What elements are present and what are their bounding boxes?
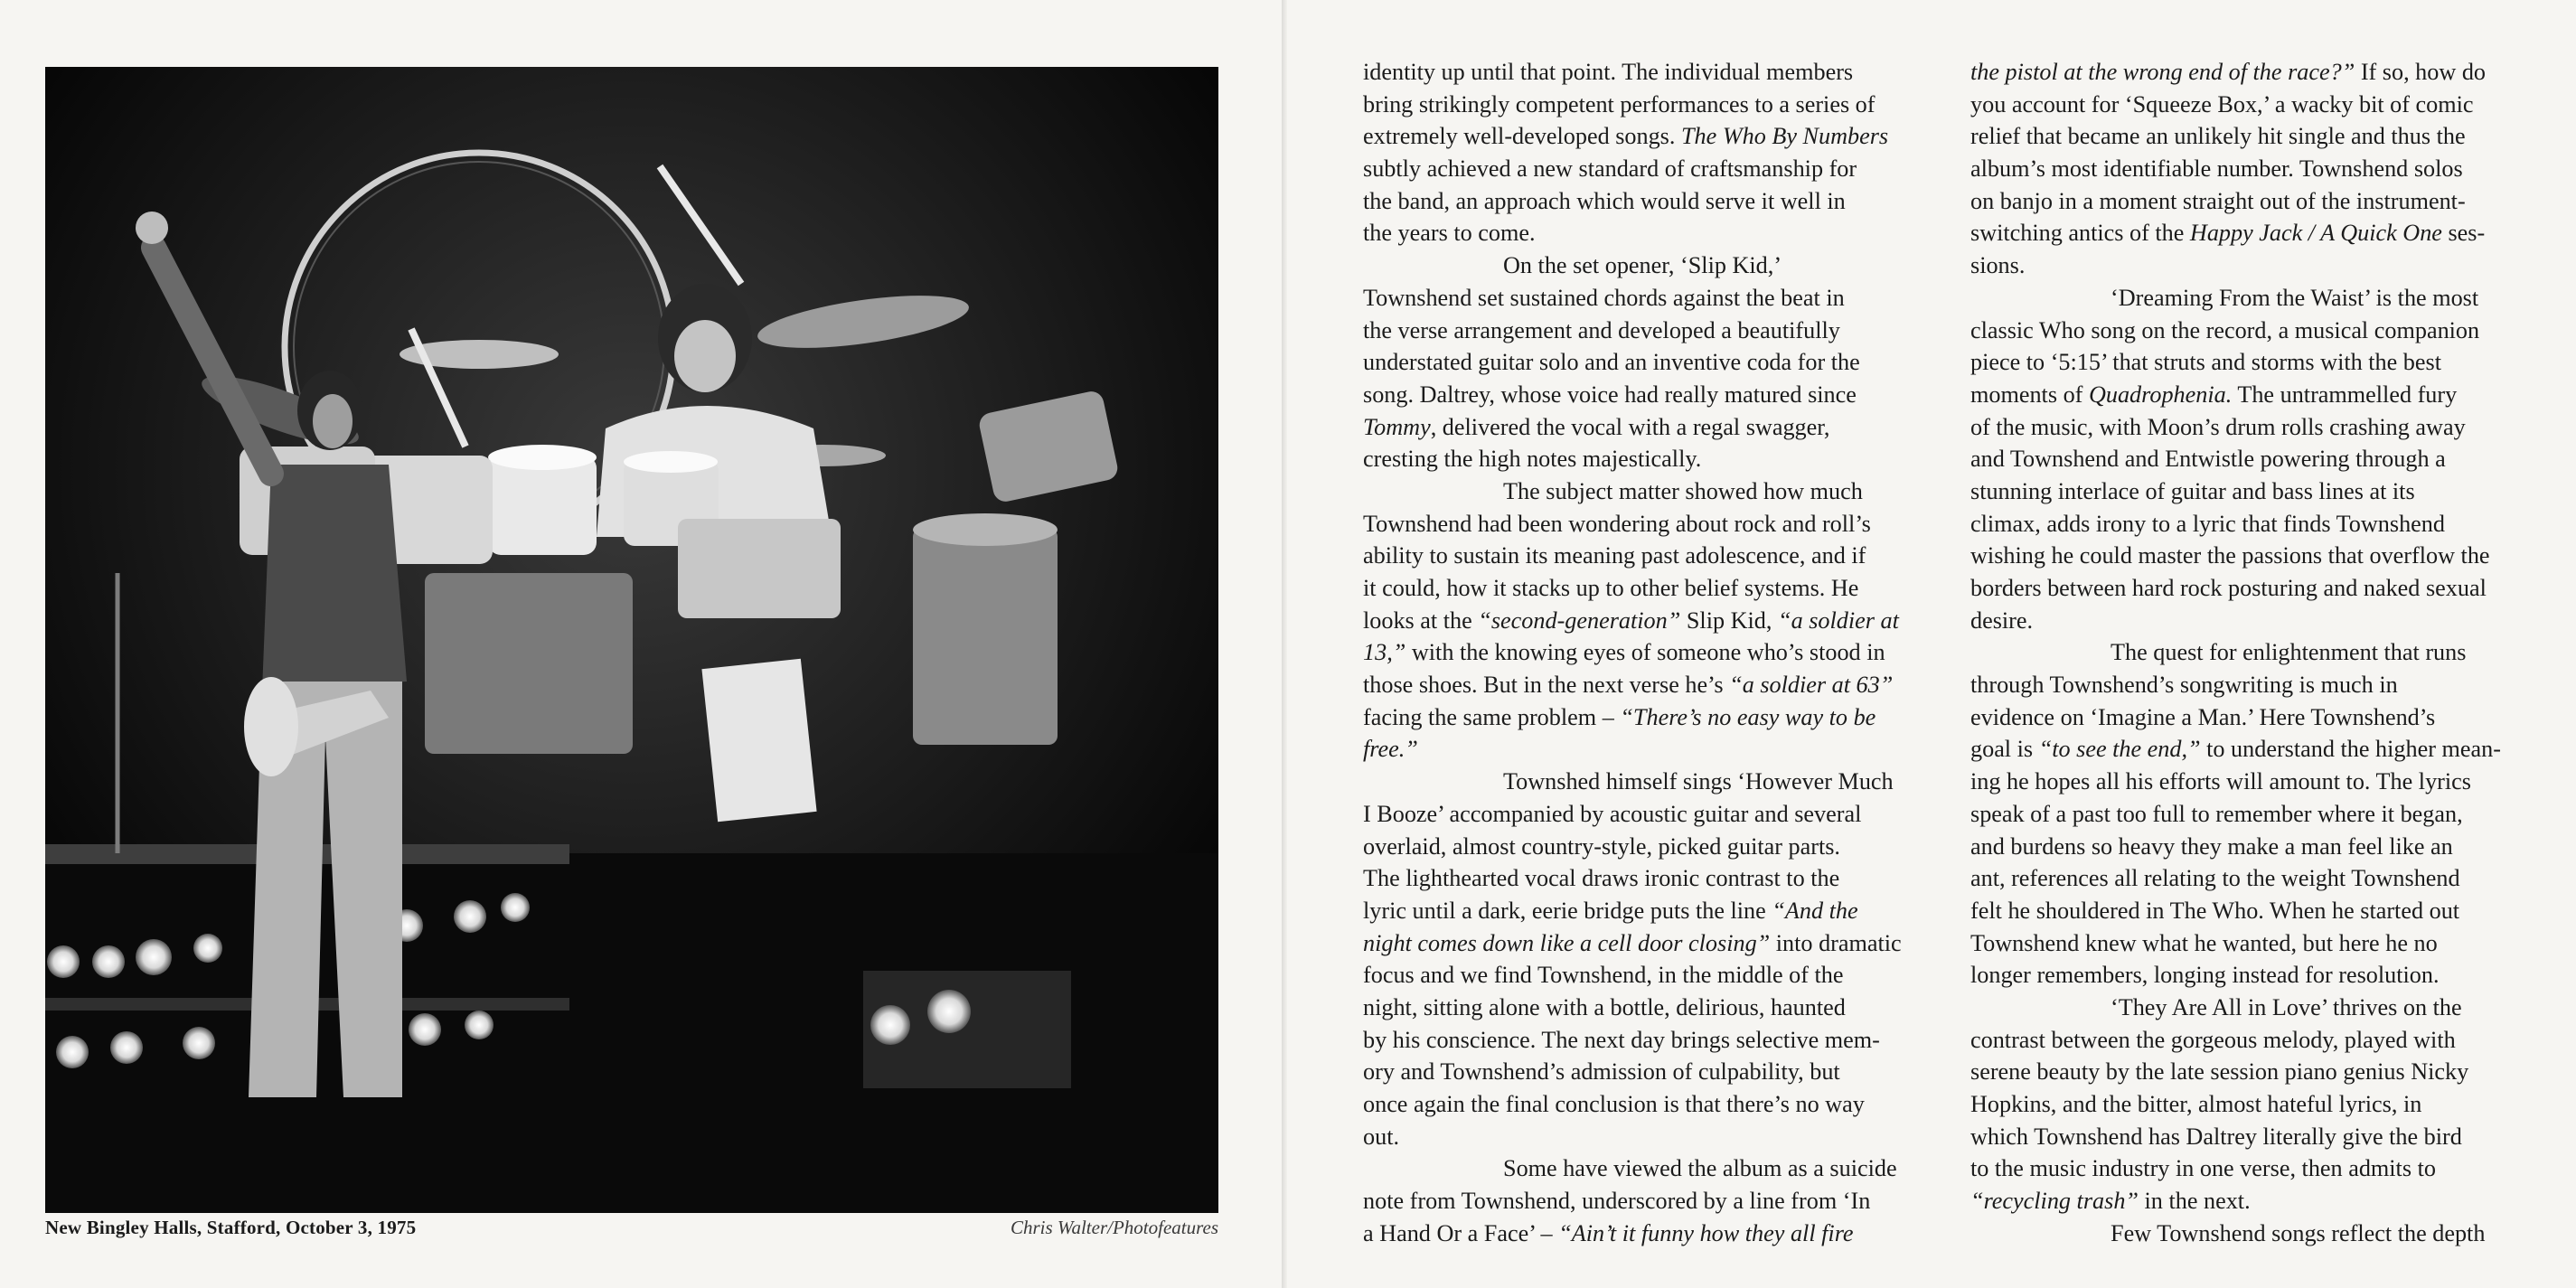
text-segment: climax, adds irony to a lyric that finds Townshend [1970,510,2445,537]
text-segment: sions. [1970,252,2026,279]
text-line [1970,733,2501,766]
text-segment: night, sitting alone with a bottle, delirious, haunted [1363,993,1846,1020]
text-segment: into dramatic [1770,929,1902,956]
text-segment: longer remembers, longing instead for resolution. [1970,962,2440,989]
text-segment: out. [1363,1123,1400,1150]
text-segment: ing he hopes all his efforts will amount to. The lyrics [1970,768,2471,795]
text-segment: once again the final conclusion is that there’s no way [1363,1091,1865,1117]
text-segment: piece to ‘5:15’ that struts and storms with the best [1970,349,2441,376]
text-line [1363,669,1902,701]
text-line [1970,959,2501,992]
text-segment: note from Townshend, underscored by a line from ‘In [1363,1188,1871,1215]
text-line [1970,1217,2501,1250]
text-line [1363,475,1902,508]
text-segment: stunning interlace of guitar and bass lines at its [1970,477,2415,504]
text-segment: the verse arrangement and developed a beautifully [1363,316,1840,343]
text-column-2 [1970,56,2501,1249]
text-line [1970,862,2501,895]
text-segment: serene beauty by the late session piano genius Nicky [1970,1058,2469,1086]
text-line [1970,1088,2501,1121]
text-segment: relief that became an unlikely hit single and thus the [1970,123,2466,150]
text-segment: Townshend knew what he wanted, but here he no [1970,929,2438,956]
text-segment: evidence on ‘Imagine a Man.’ Here Townshend’s [1970,703,2436,730]
text-line [1970,249,2501,282]
text-line [1363,120,1902,153]
text-line [1363,862,1902,895]
text-segment: The untrammelled fury [2232,381,2458,408]
text-line [1970,895,2501,927]
italic-text: Tommy [1363,413,1431,440]
text-line [1363,798,1902,831]
text-line [1363,733,1902,766]
text-segment: through Townshend’s songwriting is much in [1970,672,2398,699]
text-segment: looks at the [1363,606,1479,634]
text-segment: to understand the higher mean- [2200,736,2501,763]
text-line [1970,185,2501,218]
text-segment: The quest for enlightenment that runs [2111,639,2467,666]
italic-text: night comes down like a cell door closing” [1363,929,1771,956]
text-line [1970,443,2501,475]
text-segment: which Townshend has Daltrey literally give the bird [1970,1123,2462,1150]
text-segment: ability to sustain its meaning past adolescence, and if [1363,542,1866,569]
text-segment: Townshend set sustained chords against the beat in [1363,284,1845,311]
text-line [1363,572,1902,605]
text-segment: facing the same problem – [1363,703,1621,730]
photo-caption: New Bingley Halls, Stafford, October 3, 1975 [45,1217,417,1238]
text-segment: with the knowing eyes of someone who’s stood in [1406,639,1885,666]
text-line [1363,701,1902,734]
text-segment: by his conscience. The next day brings selective mem- [1363,1026,1880,1053]
text-segment: goal is [1970,736,2039,763]
text-line [1363,1185,1902,1217]
text-segment: ory and Townshend’s admission of culpability, but [1363,1058,1840,1086]
text-segment: in the next. [2138,1188,2251,1215]
text-segment: switching antics of the [1970,220,2190,247]
text-line [1363,959,1902,992]
text-segment: ‘Dreaming From the Waist’ is the most [2111,284,2479,311]
text-line [1363,249,1902,282]
text-line [1363,895,1902,927]
text-line [1970,701,2501,734]
text-line [1363,411,1902,444]
text-segment: contrast between the gorgeous melody, played with [1970,1026,2456,1053]
text-segment: Some have viewed the album as a suicide [1503,1155,1897,1182]
text-line [1970,411,2501,444]
text-segment: classic Who song on the record, a musical companion [1970,316,2480,343]
text-segment: desire. [1970,606,2034,634]
text-line [1970,56,2501,89]
text-line [1363,1056,1902,1088]
text-segment: ‘They Are All in Love’ thrives on the [2111,993,2462,1020]
text-line [1970,315,2501,347]
text-line [1970,605,2501,637]
text-line [1970,1056,2501,1088]
text-segment: Few Townshend songs reflect the depth [2111,1219,2486,1246]
text-line [1363,992,1902,1024]
text-segment: , delivered the vocal with a regal swagger, [1430,413,1830,440]
italic-text: free.” [1363,736,1418,763]
text-segment: it could, how it stacks up to other belief systems. He [1363,575,1859,601]
text-line [1970,798,2501,831]
text-line [1363,508,1902,541]
text-segment: Slip Kid, [1680,606,1778,634]
text-segment: borders between hard rock posturing and naked sexual [1970,575,2487,601]
text-segment: those shoes. But in the next verse he’s [1363,672,1730,699]
text-line [1970,217,2501,249]
left-page [0,0,1282,1288]
text-segment: to the music industry in one verse, then admits to [1970,1155,2436,1182]
italic-text: “Ain’t it funny how they all fire [1558,1219,1854,1246]
text-line [1970,927,2501,960]
text-segment: the band, an approach which would serve it well in [1363,187,1846,214]
text-line [1363,766,1902,798]
text-segment: On the set opener, ‘Slip Kid,’ [1503,252,1782,279]
text-segment: focus and we find Townshend, in the middle of the [1363,962,1844,989]
text-line [1970,831,2501,863]
text-line [1363,1152,1902,1185]
text-segment: overlaid, almost country-style, picked guitar parts. [1363,832,1840,860]
text-line [1970,120,2501,153]
concert-photo-illustration [45,67,1218,1213]
text-line [1363,1121,1902,1153]
text-line [1970,1121,2501,1153]
text-segment: If so, how do [2355,59,2487,85]
text-line [1363,379,1902,411]
text-segment: on banjo in a moment straight out of the instrument- [1970,187,2466,214]
text-segment: a Hand Or a Face’ – [1363,1219,1559,1246]
italic-text: “a soldier at [1778,606,1899,634]
text-line [1363,540,1902,572]
text-segment: the years to come. [1363,220,1536,247]
text-line [1363,56,1902,89]
text-segment: The lighthearted vocal draws ironic contrast to the [1363,865,1840,892]
text-line [1970,1185,2501,1217]
italic-text: “recycling trash” [1970,1188,2139,1215]
text-segment: Townshed himself sings ‘However Much [1503,768,1894,795]
italic-text: the pistol at the wrong end of the race?” [1970,59,2355,85]
text-line [1363,282,1902,315]
text-line [1363,185,1902,218]
text-line [1363,636,1902,669]
text-segment: Hopkins, and the bitter, almost hateful lyrics, in [1970,1091,2422,1117]
text-line [1970,669,2501,701]
text-line [1970,572,2501,605]
text-segment: bring strikingly competent performances to a series of [1363,90,1876,118]
italic-text: “second-generation” [1478,606,1681,634]
text-column-1 [1363,56,1902,1249]
italic-text: “a soldier at 63” [1729,672,1894,699]
italic-text: Quadrophenia. [2088,381,2233,408]
italic-text: Happy Jack / A Quick One [2189,220,2442,247]
text-segment: The subject matter showed how much [1503,477,1863,504]
text-segment: identity up until that point. The individual members [1363,59,1854,85]
text-line [1363,1217,1902,1250]
text-segment: of the music, with Moon’s drum rolls crashing away [1970,413,2466,440]
text-segment: felt he shouldered in The Who. When he started out [1970,897,2460,924]
text-line [1970,992,2501,1024]
text-line [1970,89,2501,121]
text-line [1363,443,1902,475]
text-line [1970,379,2501,411]
text-line [1970,508,2501,541]
text-segment: album’s most identifiable number. Townshend solos [1970,155,2463,183]
text-line [1363,89,1902,121]
italic-text: The Who By Numbers [1680,123,1889,150]
text-line [1363,831,1902,863]
text-segment: I Booze’ accompanied by acoustic guitar and several [1363,800,1862,827]
text-segment: cresting the high notes majestically. [1363,446,1702,473]
text-segment: lyric until a dark, eerie bridge puts the line [1363,897,1772,924]
photo-credit: Chris Walter/Photofeatures [1010,1217,1218,1238]
text-line [1363,346,1902,379]
text-segment: ses- [2441,220,2486,247]
text-segment: speak of a past too full to remember where it began, [1970,800,2463,827]
text-line [1970,346,2501,379]
text-line [1970,766,2501,798]
text-segment: extremely well-developed songs. [1363,123,1681,150]
concert-photo [45,67,1218,1213]
text-line [1970,1024,2501,1057]
text-line [1363,1024,1902,1057]
text-line [1970,1152,2501,1185]
text-segment: Townshend had been wondering about rock and roll’s [1363,510,1871,537]
italic-text: “There’s no easy way to be [1620,703,1876,730]
text-segment: wishing he could master the passions that overflow the [1970,542,2490,569]
text-segment: and burdens so heavy they make a man feel like an [1970,832,2453,860]
text-segment: ant, references all relating to the weight Townshend [1970,865,2460,892]
text-line [1363,315,1902,347]
text-line [1363,605,1902,637]
text-line [1363,927,1902,960]
text-segment: song. Daltrey, whose voice had really matured since [1363,381,1857,408]
italic-text: “to see the end,” [2038,736,2201,763]
text-line [1970,153,2501,185]
text-line [1363,1088,1902,1121]
text-line [1970,282,2501,315]
text-line [1970,475,2501,508]
text-line [1970,636,2501,669]
text-segment: you account for ‘Squeeze Box,’ a wacky bit of comic [1970,90,2474,118]
text-segment: subtly achieved a new standard of craftsmanship for [1363,155,1857,183]
text-segment: moments of [1970,381,2089,408]
text-line [1363,153,1902,185]
italic-text: “And the [1772,897,1858,924]
text-line [1363,217,1902,249]
text-segment: and Townshend and Entwistle powering through a [1970,446,2446,473]
text-segment: understated guitar solo and an inventive coda for the [1363,349,1860,376]
italic-text: 13,” [1363,639,1406,666]
text-line [1970,540,2501,572]
